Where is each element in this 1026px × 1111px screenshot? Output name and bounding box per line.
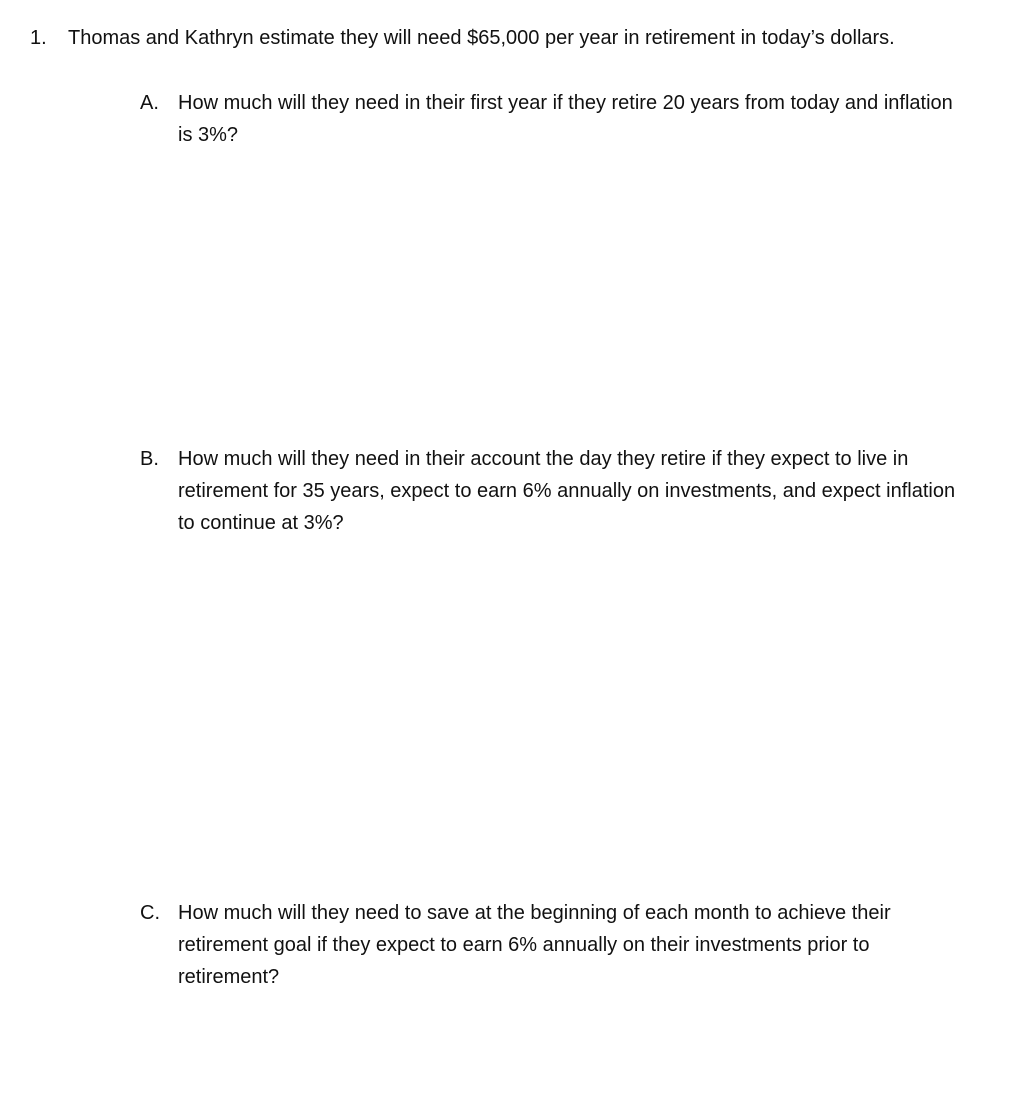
part-b-text: How much will they need in their account the day they retire if they expect to live in retirement for 35 years, expect to earn 6% annually on investments, and expect inflation to continue at 3%? (178, 448, 956, 534)
part-a-label: A. (140, 92, 159, 114)
part-b-label: B. (140, 448, 159, 470)
part-c-text: How much will they need to save at the beginning of each month to achieve their retirement goal if they expect to earn 6% annually on their investments prior to retirement? (178, 902, 891, 988)
question-number: 1. (30, 27, 47, 49)
question-1 (30, 22, 950, 54)
part-b (140, 443, 960, 539)
question-text: Thomas and Kathryn estimate they will need $65,000 per year in retirement in today’s dollars. (68, 27, 895, 49)
part-a (140, 87, 960, 151)
part-a-text: How much will they need in their first year if they retire 20 years from today and inflation is 3%? (178, 92, 953, 146)
part-c-label: C. (140, 902, 160, 924)
part-c (140, 897, 960, 993)
